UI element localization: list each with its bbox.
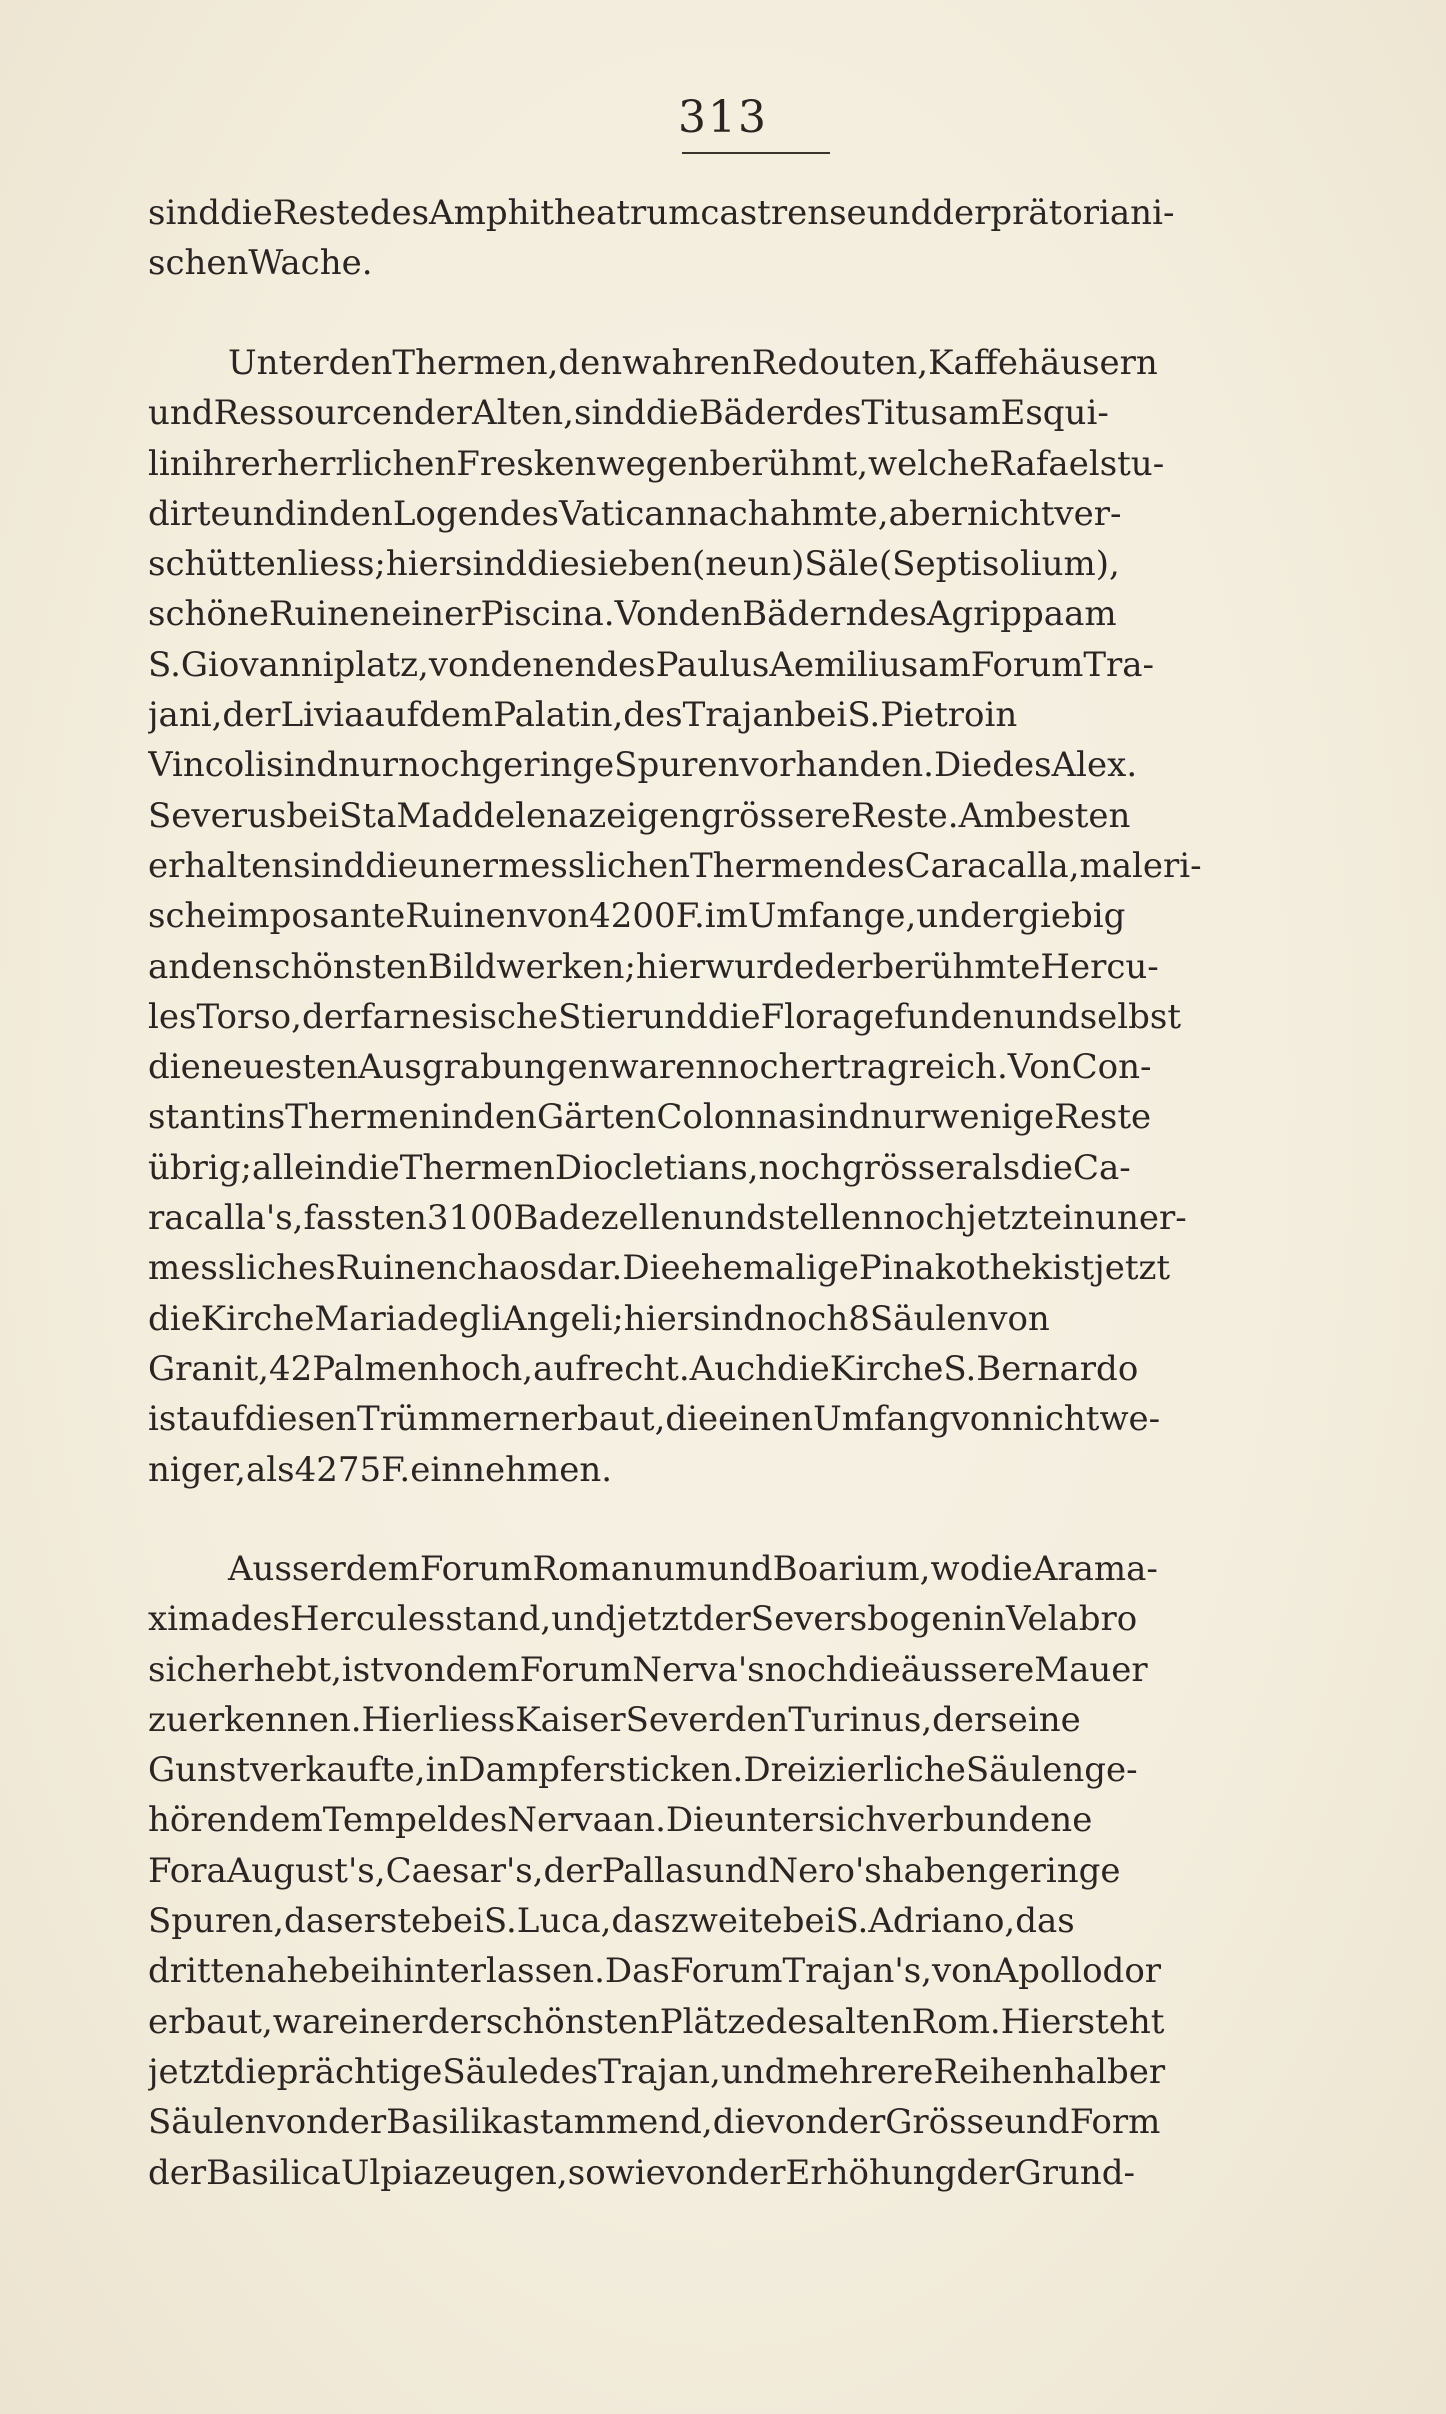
text-line: dirteundindenLogendesVaticannachahmte,abernichtver-	[148, 493, 1122, 534]
paragraph-1	[148, 188, 1310, 289]
text-line: erbaut,wareinerderschönstenPlätzedesaltenRom.Hiersteht	[148, 2001, 1165, 2042]
text-line: jetztdieprächtigeSäuledesTrajan,undmehrereReihenhalber	[148, 2051, 1166, 2092]
text-line: zuerkennen.HierliessKaiserSeverdenTurinus,derseine	[148, 1699, 1081, 1740]
text-line: dieKircheMariadegliAngeli;hiersindnoch8Säulenvon	[148, 1298, 1050, 1339]
text-line: ximadesHerculesstand,undjetztderSeversbogeninVelabro	[148, 1599, 1138, 1640]
text-line: SeverusbeiStaMaddelenazeigengrössereReste.Ambesten	[148, 795, 1131, 836]
text-line: schüttenliess;hiersinddiesieben(neun)Säle(Septisolium),	[148, 544, 1120, 585]
text-line: lesTorso,derfarnesischeStierunddieFloragefundenundselbst	[148, 996, 1182, 1037]
text-line: SäulenvonderBasilikastammend,dievonderGrösseundForm	[148, 2102, 1161, 2143]
text-line: jani,derLiviaaufdemPalatin,desTrajanbeiS.Pietroin	[148, 695, 1018, 736]
text-line: linihrerherrlichenFreskenwegenberühmt,welcheRafaelstu-	[148, 443, 1165, 484]
text-line: istaufdiesenTrümmernerbaut,dieeinenUmfangvonnichtwe-	[148, 1399, 1161, 1440]
paragraph-3	[148, 1544, 1310, 2198]
text-line: ForaAugust's,Caesar's,derPallasundNero'shabengeringe	[148, 1850, 1121, 1891]
text-line: Spuren,daserstebeiS.Luca,daszweitebeiS.Adriano,das	[148, 1901, 1075, 1942]
text-line: schenWache.	[148, 243, 373, 284]
page-number: 313	[678, 92, 768, 143]
text-line: niger,als4275F.einnehmen.	[148, 1449, 613, 1490]
text-line: stantinsThermenindenGärtenColonnasindnurwenigeReste	[148, 1097, 1152, 1138]
text-line: AusserdemForumRomanumundBoarium,wodieArama-	[228, 1549, 1158, 1589]
text-line: Granit,42Palmenhoch,aufrecht.AuchdieKircheS.Bernardo	[148, 1348, 1139, 1389]
text-line: dieneuestenAusgrabungenwarennochertragreich.VonCon-	[148, 1047, 1152, 1088]
text-line: VincolisindnurnochgeringeSpurenvorhanden.DiedesAlex.	[148, 745, 1138, 786]
text-line: übrig;alleindieThermenDiocletians,nochgrösseralsdieCa-	[148, 1147, 1131, 1188]
text-line: Gunstverkaufte,inDampfersticken.DreizierlicheSäulenge-	[148, 1750, 1138, 1791]
text-line: hörendemTempeldesNervaan.Dieuntersichverbundene	[148, 1800, 1093, 1841]
header-rule	[682, 152, 830, 154]
text-line: erhaltensinddieunermesslichenThermendesCaracalla,maleri-	[148, 845, 1202, 886]
text-line: derBasilicaUlpiazeugen,sowievonderErhöhungderGrund-	[148, 2152, 1136, 2193]
text-line: schöneRuineneinerPiscina.VondenBäderndesAgrippaam	[148, 594, 1117, 635]
text-line: scheimposanteRuinenvon4200F.imUmfange,undergiebig	[148, 896, 1126, 937]
text-line: sicherhebt,istvondemForumNerva'snochdieäussereMauer	[148, 1649, 1148, 1690]
text-line: UnterdenThermen,denwahrenRedouten,Kaffehäusern	[228, 343, 1158, 383]
text-line: racalla's,fassten3100Badezellenundstellennochjetzteinuner-	[148, 1198, 1187, 1239]
text-line: andenschönstenBildwerken;hierwurdederberühmteHercu-	[148, 946, 1159, 987]
text-line: drittenahebeihinterlassen.DasForumTrajan's,vonApollodor	[148, 1951, 1162, 1992]
text-line: undRessourcenderAlten,sinddieBäderdesTitusamEsqui-	[148, 393, 1109, 434]
paragraph-2	[148, 338, 1310, 1495]
text-line: sinddieRestedesAmphitheatrumcastrenseundderprätoriani-	[148, 193, 1175, 233]
text-line: S.Giovanniplatz,vondenendesPaulusAemiliusamForumTra-	[148, 644, 1155, 685]
text-line: messlichesRuinenchaosdar.DieehemaligePinakothekistjetzt	[148, 1248, 1171, 1289]
